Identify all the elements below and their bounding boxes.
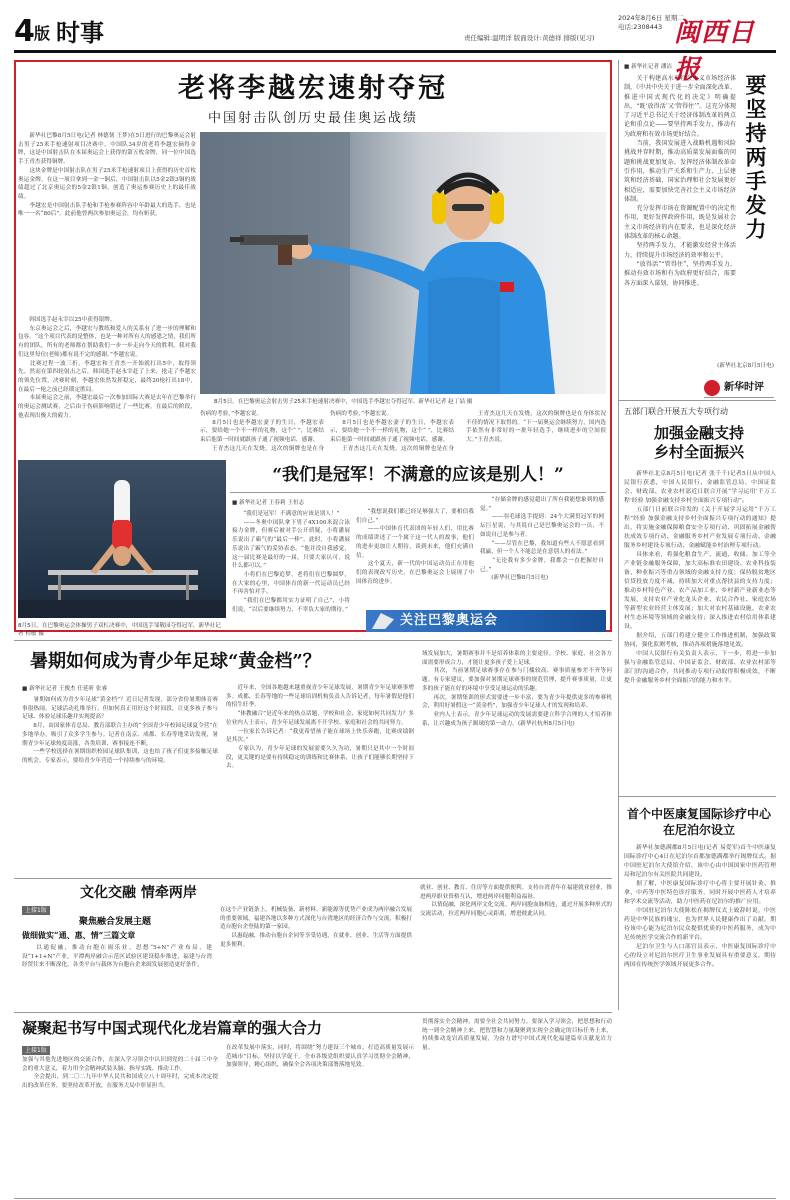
modern-continued-label: 上接1版: [22, 1046, 50, 1055]
page-number: 4: [14, 14, 35, 49]
gymnast-illustration: [18, 460, 226, 618]
gymnast-photo: [18, 460, 226, 618]
culture-col2: 在这个产业链条上，机械装备、新材料、新能源等优势产业成为两岸融合发展的重要领域。福建各地以多种方式深化与台湾地区的经济合作与交流，积极打造台胞台企登陆的第一家园。 以惠促融，推动台胞台企同等享受待遇，在就业、创业、生活等方面提供更多便利。: [220, 907, 412, 948]
main-story-title: 老将李越宏速射夺冠: [178, 73, 448, 104]
commentary-body: 关于构建高水平社会主义市场经济体制，《中共中央关于进一步全面深化改革、推进中国式现代化的决定》明确提出，“既‘放得活’又‘管得住’”。这充分体现了习近平总书记关于经济体制改革的两点论和重点论——要坚持两手发力，推动有为政府和有效市场更好结合。 当前，我国发展进入战略机遇和风险挑战并存时期，推动高质量发展面临的问题和挑战更加复杂。发挥经济体制改革牵引作用，推动生产关系和生产力、上层建筑和经济基础、国家治理和社会发展更好相适应，需要加快完善社会主义市场经济体制。 充分发挥市场在资源配置中的决定性作用，更好发挥政府作用，既是发展社会主义市场经济的内在要求，也是深化经济体制改革的核心命题。 坚持两手发力，才能激发经营主体活力，持续提升市场经济的效率和公平。 “放得活”“管得住”，坚持两手发力，推动有效市场和有为政府更好结合，需要各方面深入谋划、协同推进。: [624, 75, 736, 287]
modern-col1: 加强与其他先进地区的交流合作，在深入学习领会中认识到党的二十届三中全会的重大意义，着力用全会精神武装头脑、指导实践、推动工作。 全会提出，到二〇二九年中华人民共和国成立八十周年时，完成本决定提出的改革任务。要坚持改革开放，在服务大局中彰显担当。: [22, 1057, 218, 1090]
main-story-col1b: 韩国选手赵永宰以25中获得银牌。 东京奥运会之后，李越宏与教练和爱人的关系有了进一步的理解和包容。“这个项目代表的是整体，也是一种对所有人的感恩之情，我们所有的团队，所有的老师都在帮助我们一步一步走向今天的胜利，我对我们这里每位(老师)都有说不完的感谢。”李越宏说。 比赛过程一波三折，李越宏和王青杰一开始就打出5中，取得领先。然而在第四轮射击之后，韩国选手赵永宰赶了上来，抢走了李越宏的领先位置，决赛时刻，李越宏依然发挥稳定，最终20枪打出18中，在最后一枪之前已经锁定胜局。 本届奥运会之前，李越宏最后一次参加国际大赛是去年在巴黎举行的奥运会测试赛，之后由于伤病影响错过了一些比赛，在最后的阶段，他表现出极大的毅力。: [18, 317, 196, 419]
shooter-illustration: [200, 132, 606, 394]
commentary-title: 要坚持两手发力: [743, 74, 768, 242]
masthead-rule: [14, 50, 776, 53]
column-divider: [618, 60, 619, 1010]
modernization-title: 凝聚起书写中国式现代化龙岩篇章的强大合力: [22, 1019, 323, 1037]
shooter-photo-caption: 8月5日，在巴黎奥运会射击男子25米手枪速射决赛中，中国选手李越宏夺得冠军。新华社记者 赵丁喆 摄: [214, 399, 473, 405]
sub-rule: [230, 492, 606, 493]
gymnast-photo-caption: 8月5日，在巴黎奥运会体操男子双杠决赛中，中国选手邹敬园夺得冠军。新华社记者 程敏 摄: [18, 623, 221, 637]
issue-date: 2024年8月6日 星期二: [618, 14, 684, 22]
finance-title-line1: 加强金融支持: [653, 424, 744, 442]
badge-label: 新华时评: [724, 382, 764, 393]
staff-credits: 责任编辑:温明洋 版面设计:黄德祥 排版(见习): [464, 34, 595, 42]
culture-subhead2: 做细做实“通、惠、情”三篇文章: [22, 930, 136, 940]
champion-byline: ■ 新华社记者 王春莉 王恒志: [232, 500, 305, 506]
culture-subhead1: 聚焦融合发展主题: [78, 917, 151, 927]
page-bottom-rule: [14, 1198, 776, 1199]
youth-col3: 域发展加大，暑期赛事并不是培养体系的主要途径。学校、家庭、社会各方面需要形成合力，才能让更多孩子爱上足球。 其次，当前暑期足球赛事存在参与门槛较高、赛事质量参差不齐等问题。有专家建议，要加强对暑期足球赛事的规范管理，提升赛事质量，让更多的孩子能在好的环境中享受足球运动的乐趣。 再次，暑期集训的形式需要进一步丰富，要为青少年提供更多的参赛机会，利用好暑假这一“黄金档”，加强青少年足球人才的发现和培养。 业内人士表示，青少年足球运动的发展需要建立科学合理的人才培养体系，让兴趣成为孩子踢球的第一动力。(新华社杭州8月5日电): [422, 651, 612, 727]
champion-quote-title: “我们是冠军！不满意的应该是别人！”: [272, 465, 564, 485]
finance-title-line2: 乡村全面振兴: [653, 443, 744, 461]
commentary-dateline: (新华社北京8月5日电): [717, 363, 774, 369]
culture-title: 文化交融 情牵两岸: [80, 885, 197, 901]
olympics-banner: [366, 610, 606, 632]
finance-body: 新华社北京8月5日电(记者 张千千)记者5日从中国人民银行获悉，中国人民银行、金融监管总局、中国证监会、财政部、农业农村部近日联合开展“学习运用‘千万工程’经验 加强金融支持乡村全面振兴专项行动”。 五部门日前联合印发的《关于开展学习运用“千万工程”经验 加强金融支持乡村全面振兴专项行动的通知》提出，将实施金融保障粮食安全专项行动、巩固拓展金融帮扶成效专项行动、金融服务乡村产业发展专项行动、金融服务乡村建设专项行动、金融赋能乡村治理专项行动。 具体来看，将强化粮食生产、流通、收储、加工等全产业链金融服务保障，加大高标准农田建设、农业科技装备、种业振兴等重点领域的金融支持力度；保持脱贫地区信贷投放力度不减，持续加大对重点帮扶县的支持力度；推动乡村特色产业、农产品加工业、乡村新产业新业态等发展，支持农业产业化龙头企业、农民合作社、家庭农场等新型农业经营主体发展；加大对农村基础设施、农业农村生态环境等领域的金融支持；深入推进农村信用体系建设。 据介绍，五部门将建立健全工作推进机制，加强政策协同，强化监测考核，推动各项措施落地见效。 中国人民银行有关负责人表示，下一步，将进一步加强与金融监管总局、中国证监会、财政部、农业农村部等部门的沟通合作，共同推动专项行动取得积极成效，不断提升金融服务乡村全面振兴的能力和水平。: [624, 471, 776, 684]
modern-rule: [14, 1012, 612, 1013]
main-story-subtitle: 中国射击队创历史最佳奥运战绩: [207, 111, 418, 126]
champion-col3: “存储金牌的感觉超出了所有我能想象到的感觉。” ——羽毛球选手提到：24个大满贯冠军的网坛巨星说，与其说自己是巴黎奥运会的一员，不如说自己是参与者。 “——尽管在巴黎，我知道有些人不愿意看到我赢，但一个人不能总是在意别人的看法。” “无论我有多少金牌，我都会一直把握好自己。” (新华社巴黎8月5日电): [480, 497, 604, 582]
olympics-banner-label: 关注巴黎奥运会: [400, 613, 499, 628]
finance-rule: [618, 400, 776, 401]
modern-col3: 贯彻落实全会精神，需要全社会共同努力。要深入学习领会，把思想和行动统一到全会精神上来，把智慧和力量凝聚到实现全会确定的目标任务上来，持续推动龙岩高质量发展，为奋力谱写中国式现代化福建篇章贡献龙岩力量。: [422, 1019, 612, 1052]
culture-rule: [14, 878, 612, 879]
tcm-body: 新华社加德满都8月5日电(记者 易爱军)首个中医康复国际诊疗中心4日在尼泊尔首都加德满都举行揭牌仪式。据中国驻尼泊尔大使馆介绍，该中心由中国国家中医药管理局和尼泊尔有关医院共同建设。 据了解，中医康复国际诊疗中心将主要开展针灸、推拿、中药等中医特色诊疗服务，同时开展中医药人才培养和学术交流等活动，助力中医药在尼泊尔的推广应用。 中国驻尼泊尔大使陈松在揭牌仪式上致辞时说，中医药是中华民族的瑰宝，也为世界人民健康作出了贡献。期待该中心能为尼泊尔民众提供优质的中医药服务，成为中尼传统医学交流合作的新平台。 尼泊尔卫生与人口部官员表示，中医康复国际诊疗中心的设立对尼泊尔医疗卫生事业发展具有重要意义，期待两国在传统医学领域开展更多合作。: [624, 845, 776, 968]
finance-kicker: 五部门联合开展五大专项行动: [624, 407, 728, 416]
main-story-col2: 伤病的考验，”李越宏说。 8月5日也是李越宏妻子的生日，李越宏表示，要给她一个不一样的礼物，这个“ ”，比赛结束后他第一时间就跟孩子通了视频电话，感谢。 王青杰这几天在发烧，这次的铜牌也是在身: [200, 411, 324, 452]
page-label: 版: [34, 24, 51, 43]
badge-icon: [704, 380, 720, 396]
youth-football-byline: ■ 新华社记者 王俊杰 任延昕 张睿: [22, 686, 108, 692]
commentary-byline: ■ 新华社记者 潘洁: [624, 64, 672, 70]
tcm-rule: [618, 796, 776, 797]
tcm-title-line1: 首个中医康复国际诊疗中心: [626, 807, 771, 821]
champion-col1: “我们是冠军！不满意的应该是别人！” ——冬奥中国队拿下男子4X100米混合泳接力金牌，但赛后被对手公开质疑，小将潘展乐说出了霸气的“最后一棒”。此时，小将潘展乐说出了霸气的妥协表态。“他并没自我感觉，这一届比赛是最好的一届，只要大家认可，说什么都可以。” 小将们在巴黎追梦，老将们在巴黎圆梦，在大家的心里，中国体育的新一代运动员已经不再害怕对手。 “我们在巴黎都用实力证明了自己”，小将们说，“以后要继续努力，不辜负大家的期待。”: [232, 511, 350, 613]
youth-football-title: 暑期如何成为青少年足球“黄金档”？: [30, 651, 321, 672]
xinhua-comment-badge: [704, 378, 774, 398]
youth-col2: 近年来，全国各地越来越重视青少年足球发展，暑期青少年足球赛事增多。成都、长春等地的一些足球培训机构负责人告诉记者，每年暑假是他们的招生旺季。 “体教融合”是近年来的热点话题，学校和社会、家庭如何共同发力？多位业内人士表示，青少年足球发展离不开学校、家庭和社会的共同努力。 一位家长告诉记者：“我更希望孩子能在球场上快乐奔跑，比赛成绩倒是其次。” 专家认为，青少年足球的发展需要久久为功，暑期只是其中一个时间段，更关键的是要有持续稳定的训练和比赛体系，让孩子们能够长期坚持下去。: [226, 685, 414, 770]
culture-continued-label: 上接1版: [22, 906, 50, 915]
tcm-title-line2: 在尼泊尔设立: [662, 823, 735, 837]
youth-rule: [14, 640, 612, 641]
main-story-col2-cont: 伤病的考验，”李越宏说。 8月5日也是李越宏妻子的生日，李越宏表示，要给她一个不一样的礼物，这个“ ”，比赛结束后他第一时间就跟孩子通了视频电话，感谢。 王青杰这几天在发烧，这次的铜牌也是在身: [330, 411, 454, 452]
champion-col2: “我想说我们都已经足够强大了，要相信我们自己。” ——中国体育代表团的年轻人们，用比赛的成绩讲述了一个属于这一代人的故事，他们的进步更加让人期待，谈到未来，他们充满自信。 这个夏天，新一代的中国运动员正在用他们的表现改写历史，在巴黎奥运会上展现了中国体育的进步。: [356, 509, 474, 585]
modern-col2: 在改革发展中落实，同时，将围绕“努力建设三个城市，打造高质量发展示范城市”目标，坚持以学促干。全市各级党组织要认真学习贯彻全会精神，加强领导，精心组织，确保全会各项决策部署落地见效。: [226, 1045, 414, 1069]
phone: 电话:2308443: [618, 23, 663, 31]
youth-col1: 暑期如何成为青少年足球“黄金档”？近日记者发现，部分省份暑期体育赛事很热闹，足球活动扎堆举行。但如何真正用好这个时间段，让更多孩子参与足球、体验足球乐趣并实现提高？ 8月，由国家体育总局、教育部联合主办的“全国青少年校园足球夏令营”在多地举办，吸引了众多学生参与。记者在南京、成都、长春等地采访发现，暑期青少年足球热度高涨，各类培训、赛事接连不断。 一些学校选择在暑期组织校园足球队集训，这也给了孩子们更多接触足球的机会。专家表示，要给青少年营造一个持续参与的环境。: [22, 697, 218, 764]
newspaper-logo: 闽西日报: [674, 18, 756, 85]
olympics-banner-figure-icon: [372, 613, 394, 629]
section-title: 时事: [56, 19, 104, 47]
main-story-col1: 新华社巴黎8月5日电(记者 林德韧 王梦)在5日进行的巴黎奥运会射击男子25米手枪速射项目决赛中，中国队34岁的老将李越宏摘得金牌，这是中国射击队在本届奥运会上获得的第五枚金牌，同一位中国选手王青杰获得铜牌。 这块金牌是中国射击队在男子25米手枪速射项目上获得的历史首枚奥运金牌。在这一项目拿到一金一铜后，中国射击队以5金2银3铜的战绩超过了北京奥运会的5金2银1铜，创造了奥运参赛历史上的最佳战绩。 李越宏是中国射击队手枪和手枪参赛阵容中年龄最大的选手，也是唯一一名“80后”。此前他曾两次参加奥运会，均有斩获。: [18, 133, 196, 218]
main-story-col3: 王青杰这几天在发烧，这次的铜牌也是在身体状况不佳的情况下取得的。“下一届奥运会继续努力，国内选手依然有非常好的一批年轻选手，继续进步的空间很大。”王青杰说。: [466, 411, 606, 444]
shooter-photo: [200, 132, 606, 394]
culture-col3: 就业、创业、教育、住房等方面提供便利。支持台湾青年在福建就业创业，推进两岸职业资格互认，增进两岸同胞利益福祉。 以情促融，深化两岸文化交流。两岸同胞血脉相连，通过开展多种形式的交流活动，拉近两岸同胞心灵距离，增进彼此认同。: [420, 885, 612, 918]
culture-col1: 以通促融，推动台胞在闽乐业。思想“5+N”产业布局，建设“1+1+N”产业，平潭两岸融合示范区试验区建设稳步推进，福建与台湾经贸往来不断深化，各类平台与载体为台胞台企来闽发展创造更好条件。: [22, 945, 212, 969]
